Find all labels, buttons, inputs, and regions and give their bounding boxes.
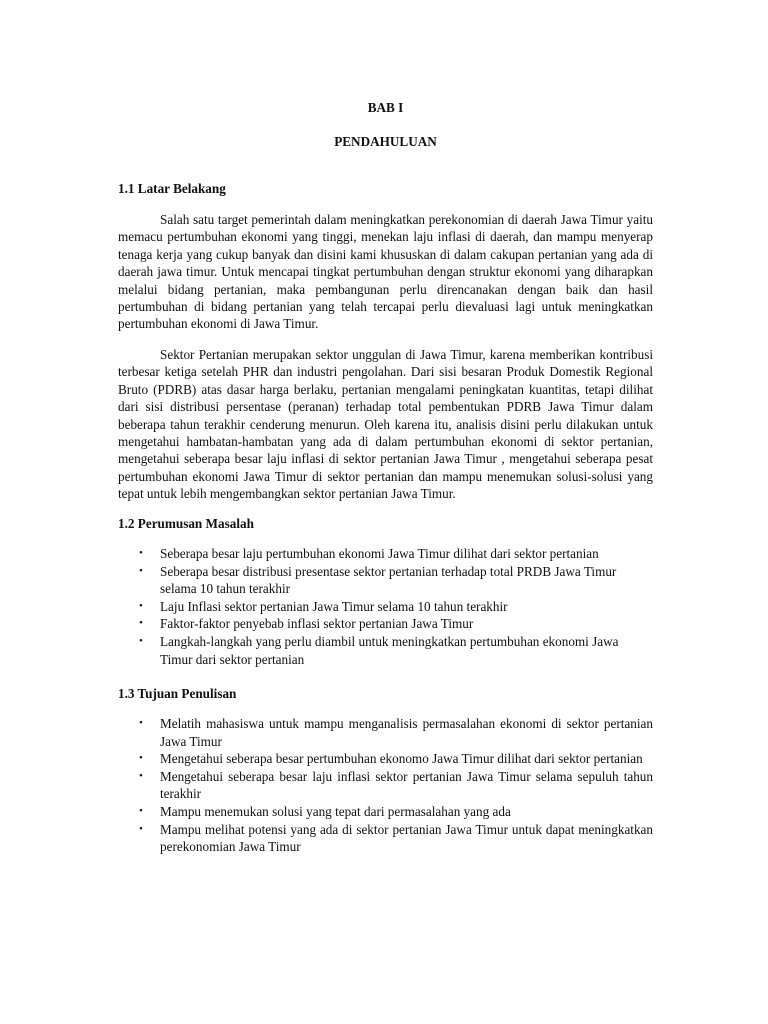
list-item: • Mampu menemukan solusi yang tepat dari permasalahan yang ada xyxy=(139,803,511,819)
list-item: • Melatih mahasiswa untuk mampu menganalisis permasalahan ekonomi di sektor pertanian Jawa Timur xyxy=(139,716,653,749)
list-item: • Mengetahui seberapa besar laju inflasi sektor pertanian Jawa Timur selama sepuluh tahun terakhir xyxy=(139,768,653,802)
paragraph-latar-belakang-2: Sektor Pertanian merupakan sektor unggulan di Jawa Timur, karena memberikan kontribusi terbesar ketiga setelah PHR dan industri pengolahan. Dari sisi besaran Produk Domestik Regional Bruto (PDRB) atas dasar harga berlaku, pertanian mengalami peningkatan kuantitas, tetapi dilihat dari sisi distribusi persentase (peranan) terhadap total pembentukan PDRB Jawa Timur dalam beberapa tahun terakhir cenderung menurun. Oleh karena itu, analisis disini perlu dilakukan untuk mengetahui hambatan-hambatan yang ada di dalam pertumbuhan ekonomi di sektor pertanian, mengetahui seberapa besar laju inflasi di sektor pertanian Jawa Timur , mengetahui seberapa pesat pertumbuhan ekonomi Jawa Timur di sektor pertanian dan mampu menemukan solusi-solusi yang tepat untuk lebih mengembangkan sektor pertanian Jawa Timur. xyxy=(118,347,653,502)
bullet-icon: • xyxy=(139,599,143,612)
tujuan-penulisan-list xyxy=(118,715,653,856)
list-item: • Mengetahui seberapa besar pertumbuhan ekonomo Jawa Timur dilihat dari sektor pertanian xyxy=(139,751,643,767)
section-heading-perumusan-masalah: 1.2 Perumusan Masalah xyxy=(118,516,254,531)
section-heading-tujuan-penulisan: 1.3 Tujuan Penulisan xyxy=(118,686,237,701)
bullet-icon: • xyxy=(139,564,143,577)
bullet-icon: • xyxy=(139,804,143,817)
list-item: • Mampu melihat potensi yang ada di sektor pertanian Jawa Timur untuk dapat meningkatkan perekonomian Jawa Timur xyxy=(139,821,653,855)
bullet-icon: • xyxy=(139,769,143,782)
list-item: • Seberapa besar distribusi presentase sektor pertanian terhadap total PRDB Jawa Timur selama 10 tahun terakhir xyxy=(139,563,617,597)
bullet-icon: • xyxy=(139,547,143,559)
document-page xyxy=(118,0,653,1024)
bullet-icon: • xyxy=(139,822,143,835)
list-item: • Langkah-langkah yang perlu diambil untuk meningkatkan pertumbuhan ekonomi Jawa Timur dari sektor pertanian xyxy=(139,633,619,667)
list-item: • Faktor-faktor penyebab inflasi sektor pertanian Jawa Timur xyxy=(139,616,474,632)
list-item: • Laju Inflasi sektor pertanian Jawa Timur selama 10 tahun terakhir xyxy=(139,598,508,614)
bullet-icon: • xyxy=(139,634,143,647)
chapter-label: BAB I xyxy=(367,100,404,115)
chapter-title: PENDAHULUAN xyxy=(334,134,437,149)
bullet-icon: • xyxy=(139,717,143,729)
bullet-icon: • xyxy=(139,617,143,630)
list-item: • Seberapa besar laju pertumbuhan ekonomi Jawa Timur dilihat dari sektor pertanian xyxy=(139,546,599,561)
perumusan-masalah-list xyxy=(118,545,653,668)
section-heading-latar-belakang: 1.1 Latar Belakang xyxy=(118,181,226,196)
paragraph-latar-belakang-1: Salah satu target pemerintah dalam meningkatkan perekonomian di daerah Jawa Timur yaitu memacu pertumbuhan ekonomi yang tinggi, menekan laju inflasi di daerah, dan mampu menyerap tenaga kerja yang cukup banyak dan disini kami khususkan di dalam cakupan pertanian yang ada di daerah jawa timur. Untuk mencapai tingkat pertumbuhan dengan struktur ekonomi yang diharapkan melalui bidang pertanian, maka pembangunan perlu direncanakan dengan baik dan hasil pertumbuhan di bidang pertanian yang telah tercapai perlu dievaluasi lagi untuk meningkatkan pertumbuhan ekonomi di Jawa Timur. xyxy=(118,212,653,332)
bullet-icon: • xyxy=(139,752,143,765)
